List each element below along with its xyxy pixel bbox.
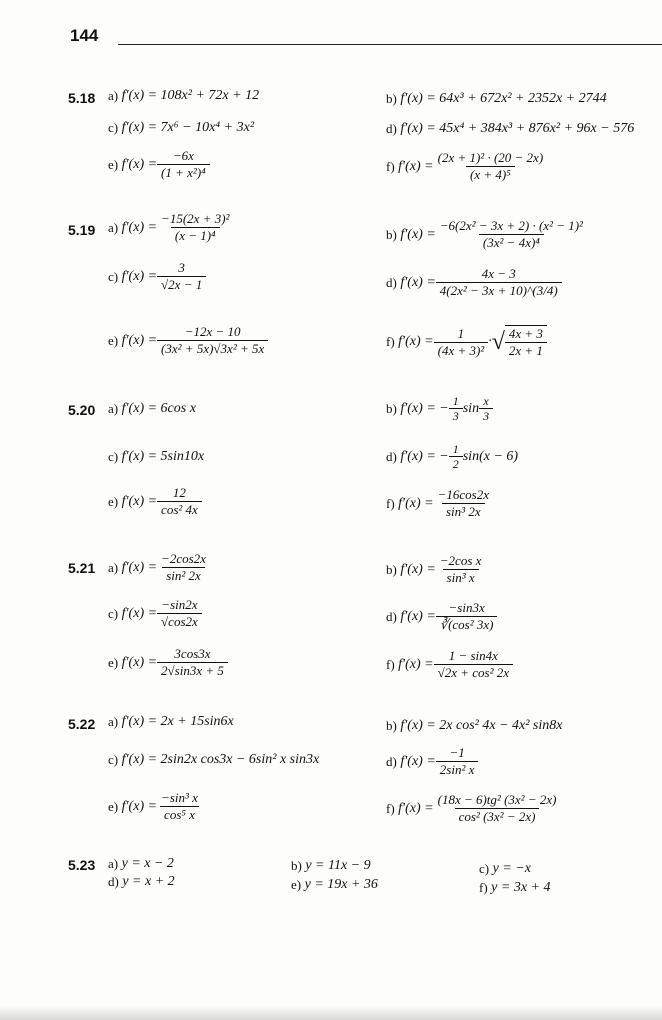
item-label: e) — [108, 332, 119, 348]
fraction — [157, 551, 210, 584]
denominator: 4(2x² − 3x + 10)^(3/4) — [436, 282, 562, 299]
denominator: cos² (3x² − 2x) — [455, 808, 540, 825]
answer-5-18-c — [108, 120, 254, 136]
answer-5-21-b — [386, 553, 485, 586]
fraction — [157, 211, 233, 244]
problem-number: 5.22 — [68, 716, 96, 732]
item-lhs: f′(x) = — [398, 334, 434, 349]
header-rule — [118, 44, 662, 45]
item-lhs: f′(x) = — [400, 561, 436, 577]
answer-5-19-c — [108, 260, 206, 293]
numerator: −sin³ x — [161, 790, 198, 805]
denominator: (x − 1)⁴ — [171, 227, 220, 244]
item-expr: 45x⁴ + 384x³ + 876x² + 96x − 576 — [439, 121, 635, 136]
numerator: −16cos2x — [437, 487, 489, 502]
fraction — [434, 648, 513, 681]
answer-5-23-a — [108, 856, 174, 872]
answer-5-19-e — [108, 324, 268, 357]
item-lhs: f′(x) = — [400, 718, 436, 733]
denominator: (4x + 3)² — [434, 342, 489, 359]
item-label: e) — [108, 156, 119, 172]
fraction — [434, 150, 548, 183]
denominator: ∛(cos² 3x) — [436, 616, 498, 633]
item-label: e) — [291, 877, 302, 892]
numerator: 3cos3x — [174, 646, 211, 661]
fraction — [157, 324, 268, 357]
fraction — [436, 745, 479, 778]
answer-5-20-c — [108, 449, 204, 465]
numerator: x — [483, 394, 489, 408]
item-lhs: f′(x) = — [121, 798, 158, 814]
denominator: (3x² − 4x)⁴ — [479, 234, 544, 251]
numerator: −2cos2x — [161, 551, 206, 566]
item-lhs: f′(x) = — [121, 449, 158, 464]
item-lhs: f′(x) = — [400, 121, 436, 136]
item-label: d) — [386, 753, 397, 769]
item-lhs: f′(x) = — [121, 605, 158, 621]
item-lhs: f′(x) = — [400, 226, 436, 242]
sqrt-icon: √ — [491, 328, 505, 355]
item-expr: 5sin10x — [160, 449, 205, 464]
item-lhs: f′(x) = — [121, 268, 158, 284]
numerator: 4x − 3 — [481, 266, 516, 281]
item-lhs: f′(x) = — [121, 88, 158, 103]
problem-number: 5.21 — [68, 560, 96, 576]
denominator: cos² 4x — [157, 501, 202, 518]
item-lhs: f′(x) = — [121, 219, 158, 235]
item-label: e) — [108, 493, 119, 509]
item-expr: 2x cos² 4x − 4x² sin8x — [439, 718, 563, 733]
item-expr: 7x⁶ − 10x⁴ + 3x² — [160, 120, 255, 135]
numerator: 1 — [457, 325, 465, 341]
item-label: d) — [386, 608, 397, 624]
item-expr: 64x³ + 672x² + 2352x + 2744 — [439, 91, 607, 106]
item-label: a) — [108, 856, 119, 871]
item-label: a) — [108, 219, 119, 235]
item-label: c) — [108, 120, 119, 135]
answer-5-22-e — [108, 790, 202, 823]
answer-5-18-e — [108, 148, 210, 181]
item-label: b) — [386, 718, 397, 733]
denominator: √2x + cos² 2x — [434, 664, 513, 681]
answer-5-20-a — [108, 401, 196, 417]
item-lhs: f′(x) = — [121, 714, 158, 729]
answer-5-23-b — [291, 858, 371, 874]
denominator: (1 + x²)⁴ — [157, 164, 210, 181]
numerator: (2x + 1)² · (20 − 2x) — [437, 150, 544, 165]
item-lhs: f′(x) = — [398, 158, 434, 174]
fraction — [449, 442, 463, 471]
item-expr: y = 19x + 36 — [304, 877, 378, 892]
answer-5-23-f — [479, 880, 551, 896]
item-lhs: f′(x) = — [398, 800, 434, 816]
item-expr: y = x − 2 — [121, 856, 174, 871]
answer-5-18-d — [386, 121, 634, 137]
numerator: −sin2x — [161, 597, 198, 612]
item-lhs: f′(x) = — [121, 559, 158, 575]
answer-5-21-d — [386, 600, 497, 633]
numerator: 3 — [178, 260, 185, 275]
fraction — [436, 553, 486, 586]
item-lhs: f′(x) = — [121, 156, 158, 172]
multiply-dot: · — [488, 334, 492, 349]
numerator: 4x + 3 — [508, 326, 543, 341]
numerator: −2cos x — [439, 553, 482, 568]
item-lhs: f′(x) = — [400, 753, 436, 769]
item-label: b) — [386, 561, 397, 577]
item-label: c) — [108, 752, 119, 767]
answer-5-22-d — [386, 745, 478, 778]
item-label: f) — [386, 800, 395, 816]
fraction — [157, 148, 210, 181]
numerator: 1 − sin4x — [448, 648, 498, 663]
answer-5-22-a — [108, 714, 234, 730]
answer-5-18-f — [386, 150, 547, 183]
numerator: (18x − 6)tg² (3x² − 2x) — [437, 792, 557, 807]
item-lhs: f′(x) = — [121, 752, 158, 767]
numerator: −6x — [172, 148, 194, 163]
denominator: √cos2x — [157, 613, 202, 630]
fraction — [436, 218, 587, 251]
item-expr: 2sin2x cos3x − 6sin² x sin3x — [160, 752, 320, 767]
item-label: b) — [291, 858, 302, 873]
denominator: sin³ 2x — [442, 503, 485, 520]
item-lhs: f′(x) = — [121, 493, 158, 509]
item-label: f) — [479, 880, 488, 895]
numerator: −sin3x — [448, 600, 485, 615]
item-expr: 6cos x — [160, 401, 196, 416]
item-lhs: f′(x) = — [400, 608, 436, 624]
problem-number: 5.23 — [68, 857, 96, 873]
item-expr: y = 11x − 9 — [305, 858, 371, 873]
answer-5-23-e — [291, 877, 378, 893]
item-expr: y = 3x + 4 — [491, 880, 551, 895]
answer-5-21-e — [108, 646, 228, 679]
item-label: f) — [386, 495, 395, 511]
answer-5-20-d — [386, 442, 518, 471]
item-expr: y = x + 2 — [122, 874, 175, 889]
item-label: a) — [108, 714, 119, 729]
answer-5-22-b — [386, 718, 562, 734]
fraction — [157, 260, 206, 293]
fraction — [479, 394, 493, 423]
denominator: cos⁵ x — [160, 806, 199, 823]
answer-5-19-d — [386, 266, 562, 299]
page-number: 144 — [70, 26, 99, 45]
fraction — [449, 394, 463, 423]
item-lhs: f′(x) = — [121, 120, 158, 135]
item-label: d) — [386, 448, 397, 464]
denominator: 3 — [479, 408, 493, 423]
item-label: c) — [479, 861, 490, 876]
answer-5-19-b — [386, 218, 587, 251]
denominator: sin³ x — [443, 569, 479, 586]
denominator: 3 — [449, 408, 463, 423]
fraction — [434, 326, 489, 359]
numerator: −15(2x + 3)² — [161, 211, 230, 226]
answer-5-22-f — [386, 792, 560, 825]
answer-5-23-c — [479, 861, 531, 877]
denominator: (3x² + 5x)√3x² + 5x — [157, 340, 268, 357]
numerator: 1 — [452, 442, 459, 456]
numerator: 1 — [452, 394, 459, 408]
denominator: 2√sin3x + 5 — [157, 662, 228, 679]
answer-5-21-f — [386, 648, 513, 681]
item-label: b) — [386, 400, 397, 416]
item-label: f) — [386, 656, 395, 672]
answer-5-22-c — [108, 752, 319, 768]
item-label: d) — [108, 874, 119, 889]
fraction — [434, 487, 493, 520]
item-label: e) — [108, 654, 119, 670]
denominator: (x + 4)⁵ — [466, 166, 515, 183]
item-lhs: f′(x) = — [121, 401, 158, 416]
denominator: 2sin² x — [436, 761, 479, 778]
item-label: f) — [386, 158, 395, 174]
answer-5-21-a — [108, 551, 210, 584]
item-lhs: f′(x) = — [398, 656, 434, 672]
item-label: c) — [108, 605, 119, 621]
denominator: 2 — [449, 456, 463, 471]
item-label: f) — [386, 334, 395, 349]
numerator: −6(2x² − 3x + 2) · (x² − 1)² — [439, 218, 583, 233]
item-expr: 108x² + 72x + 12 — [160, 88, 260, 103]
fraction — [436, 266, 562, 299]
answer-5-19-f — [386, 325, 547, 359]
item-label: b) — [386, 226, 397, 242]
item-label: c) — [108, 449, 119, 464]
denominator: sin² 2x — [162, 567, 205, 584]
item-label: d) — [386, 274, 397, 290]
item-label: b) — [386, 91, 397, 106]
denominator: √2x − 1 — [157, 276, 206, 293]
sin-fn: sin — [462, 400, 480, 416]
page-edge-shadow — [0, 1006, 662, 1020]
denominator: 2x + 1 — [505, 342, 547, 359]
item-label: d) — [386, 121, 397, 136]
item-label: a) — [108, 88, 119, 103]
problem-number: 5.18 — [68, 90, 96, 106]
numerator: −12x − 10 — [184, 324, 241, 339]
fraction — [157, 646, 228, 679]
answer-5-19-a — [108, 211, 233, 244]
fraction — [157, 485, 202, 518]
answer-5-18-a — [108, 88, 259, 104]
sqrt-fraction — [505, 325, 547, 359]
item-label: a) — [108, 559, 119, 575]
item-lhs: f′(x) = — [400, 274, 436, 290]
item-expr: y = −x — [492, 861, 531, 876]
fraction — [157, 597, 202, 630]
answer-5-21-c — [108, 597, 202, 630]
item-tail: sin(x − 6) — [462, 448, 519, 464]
item-label: a) — [108, 401, 119, 416]
problem-number: 5.20 — [68, 402, 96, 418]
item-expr: 2x + 15sin6x — [160, 714, 234, 729]
item-lhs: f′(x) = — [121, 654, 158, 670]
item-lhs: f′(x) = − — [400, 400, 449, 416]
item-lhs: f′(x) = − — [400, 448, 449, 464]
answer-5-18-b — [386, 91, 607, 107]
fraction — [436, 600, 498, 633]
fraction — [434, 792, 561, 825]
fraction — [157, 790, 202, 823]
item-lhs: f′(x) = — [400, 91, 436, 106]
numerator: −1 — [449, 745, 465, 760]
answer-5-20-e — [108, 485, 202, 518]
item-label: c) — [108, 268, 119, 284]
answer-5-23-d — [108, 874, 175, 890]
item-lhs: f′(x) = — [121, 332, 158, 348]
numerator: 12 — [172, 485, 186, 500]
item-label: e) — [108, 798, 119, 814]
answer-5-20-b — [386, 394, 493, 423]
item-lhs: f′(x) = — [398, 495, 434, 511]
answer-5-20-f — [386, 487, 493, 520]
problem-number: 5.19 — [68, 222, 96, 238]
